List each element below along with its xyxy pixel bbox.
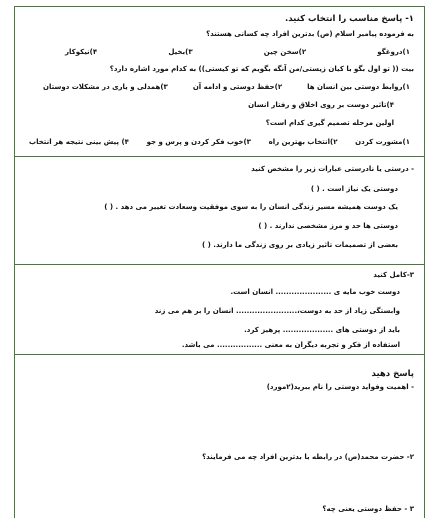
statement: دوست خوب مایه ی ..................... انسان است. (230, 288, 400, 296)
question-2-options (43, 83, 410, 91)
section-true-false (15, 157, 424, 265)
statement: بعضی از تصمیمات تاثیر زیادی بر روی زندگی ما دارند. ( ) (202, 241, 398, 249)
statement: باید از دوستی های ................... پرهیز کرد. (244, 326, 400, 334)
section-heading: - درستی یا نادرستی عبارات زیر را مشخص کنید (251, 165, 414, 173)
option[interactable]: ۳)همدلی و یاری در مشکلات دوستان (43, 83, 168, 91)
question-1: - اهمیت وفواید دوستی را نام ببرید(۲مورد) (266, 383, 414, 391)
option[interactable]: ۴)نیکوکار (65, 48, 98, 56)
option[interactable]: ۳)بخیل (168, 48, 193, 56)
option[interactable]: ۱)مشورت کردن (355, 138, 410, 146)
section-heading: ۳-کامل کنید (373, 271, 414, 279)
section-heading: ۱- پاسخ مناسب را انتخاب کنید. (285, 14, 414, 24)
option[interactable]: ۱)روابط دوستی بین انسان ها (307, 83, 410, 91)
statement: استفاده از فکر و تجربه دیگران به معنی ................. می باشد. (181, 341, 400, 349)
section-heading: پاسخ دهید (371, 369, 414, 379)
question-1: به فرموده پیامبر اسلام (ص) بدترین افراد چه کسانی هستند؟ (206, 30, 414, 38)
question-3: اولین مرحله تصمیم گیری کدام است؟ (265, 119, 394, 127)
option[interactable]: ۳)خوب فکر کردن و پرس و جو (146, 138, 251, 146)
option[interactable]: ۴)تاثیر دوست بر روی اخلاق و رفتار انسان (248, 101, 394, 109)
question-3: ۳ - حفظ دوستی یعنی چه؟ (322, 505, 414, 513)
question-1-options (65, 48, 410, 56)
question-2: ۲- حضرت محمد(ص) در رابطه با بدترین افراد چه می فرمایند؟ (202, 453, 414, 461)
statement: یک دوست همیشه مسیر زندگی انسان را به سوی موفقیت وسعادت تغییر می دهد . ( ) (104, 203, 398, 211)
option[interactable]: ۲)سخن چین (263, 48, 307, 56)
section-short-answer (15, 355, 424, 519)
statement: دوستی ها حد و مرز مشخصی ندارند . ( ) (258, 222, 398, 230)
worksheet (14, 6, 425, 518)
section-multiple-choice (15, 7, 424, 157)
statement: دوستی یک نیاز است . ( ) (310, 185, 398, 193)
option[interactable]: ۱)دروغگو (377, 48, 410, 56)
option[interactable]: ۲)انتخاب بهترین راه (268, 138, 338, 146)
statement: وابستگی زیاد از حد به دوست،....................... انسان را بر هم می زند (154, 307, 400, 315)
option[interactable]: ۲)حفظ دوستی و ادامه آن (192, 83, 283, 91)
question-3-options (29, 138, 410, 146)
option[interactable]: ۴) پیش بینی نتیجه هر انتخاب (29, 138, 129, 146)
section-fill-blank (15, 265, 424, 355)
question-2: بیت (( تو اول بگو با کیان زیستی/من آنگه بگویم که تو کیستی)) به کدام مورد اشاره دارد؟ (109, 65, 414, 73)
